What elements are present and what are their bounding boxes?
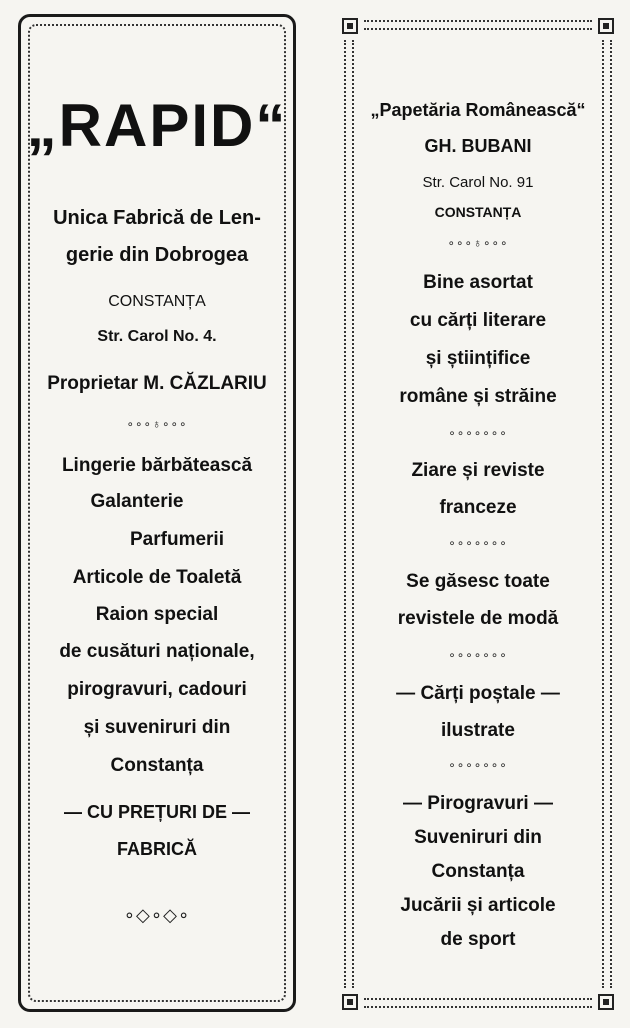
papetaria-advertisement bbox=[338, 14, 618, 1014]
brand-title: „RAPID“ bbox=[26, 92, 288, 159]
postcards-line: — Cărți poștale — bbox=[396, 683, 560, 704]
city: CONSTANȚA bbox=[434, 204, 522, 220]
ornament: ∘∘∘∘∘∘∘ bbox=[448, 536, 508, 550]
product-line: Articole de Toaletă bbox=[72, 567, 242, 588]
stock-line: și științifice bbox=[425, 348, 531, 369]
ornament: ∘∘∘∘∘∘∘ bbox=[448, 648, 508, 662]
intro-line-1: Unica Fabrică de Len- bbox=[53, 207, 261, 229]
product-line: Raion special bbox=[95, 604, 219, 625]
stock-line: Bine asortat bbox=[423, 272, 533, 293]
product-line: pirogravuri, cadouri bbox=[67, 679, 247, 700]
address: Str. Carol No. 4. bbox=[97, 328, 217, 345]
souvenir-line: — Pirogravuri — bbox=[403, 793, 553, 814]
product-line: Constanța bbox=[110, 755, 204, 776]
souvenir-line: de sport bbox=[440, 929, 516, 950]
prices-line-1: — CU PREȚURI DE — bbox=[63, 802, 250, 822]
product-line: Lingerie bărbătească bbox=[61, 455, 253, 476]
souvenir-line: Constanța bbox=[431, 861, 525, 882]
newspapers-line: franceze bbox=[439, 497, 517, 518]
diamond-ornament: ∘◇∘◇∘ bbox=[123, 905, 191, 925]
corner-ornament bbox=[342, 18, 358, 34]
intro-line-2: gerie din Dobrogea bbox=[65, 244, 249, 266]
fashion-line: Se găsesc toate bbox=[406, 571, 550, 592]
border-top bbox=[364, 20, 592, 30]
product-line: Parfumerii bbox=[130, 529, 224, 550]
souvenir-line: Suveniruri din bbox=[414, 827, 542, 848]
fashion-line: revistele de modă bbox=[397, 608, 559, 629]
ornament: ∘∘∘∘∘∘∘ bbox=[448, 426, 508, 440]
border-bottom bbox=[364, 998, 592, 1008]
product-line: de cusături naționale, bbox=[59, 641, 255, 662]
owner: Proprietar M. CĂZLARIU bbox=[47, 373, 267, 394]
postcards-line: ilustrate bbox=[441, 720, 515, 741]
corner-ornament bbox=[598, 994, 614, 1010]
product-line: și suveniruri din bbox=[83, 717, 231, 738]
newspapers-line: Ziare și reviste bbox=[411, 460, 545, 481]
owner: GH. BUBANI bbox=[424, 136, 532, 156]
ornament: ∘∘∘∘∘∘∘ bbox=[448, 758, 508, 772]
corner-ornament bbox=[598, 18, 614, 34]
product-line: Galanterie bbox=[90, 491, 184, 512]
prices-line-2: FABRICĂ bbox=[117, 839, 197, 859]
ornament: ∘∘∘♁∘∘∘ bbox=[126, 417, 188, 431]
address: Str. Carol No. 91 bbox=[422, 174, 534, 191]
corner-ornament bbox=[342, 994, 358, 1010]
shop-name: „Papetăria Românească“ bbox=[370, 100, 586, 120]
city: CONSTANȚA bbox=[108, 293, 206, 310]
stock-line: române și străine bbox=[399, 386, 557, 407]
rapid-advertisement bbox=[18, 14, 296, 1012]
souvenir-line: Jucării și articole bbox=[400, 895, 556, 916]
stock-line: cu cărți literare bbox=[409, 310, 547, 331]
ornament: ∘∘∘♁∘∘∘ bbox=[447, 236, 509, 250]
